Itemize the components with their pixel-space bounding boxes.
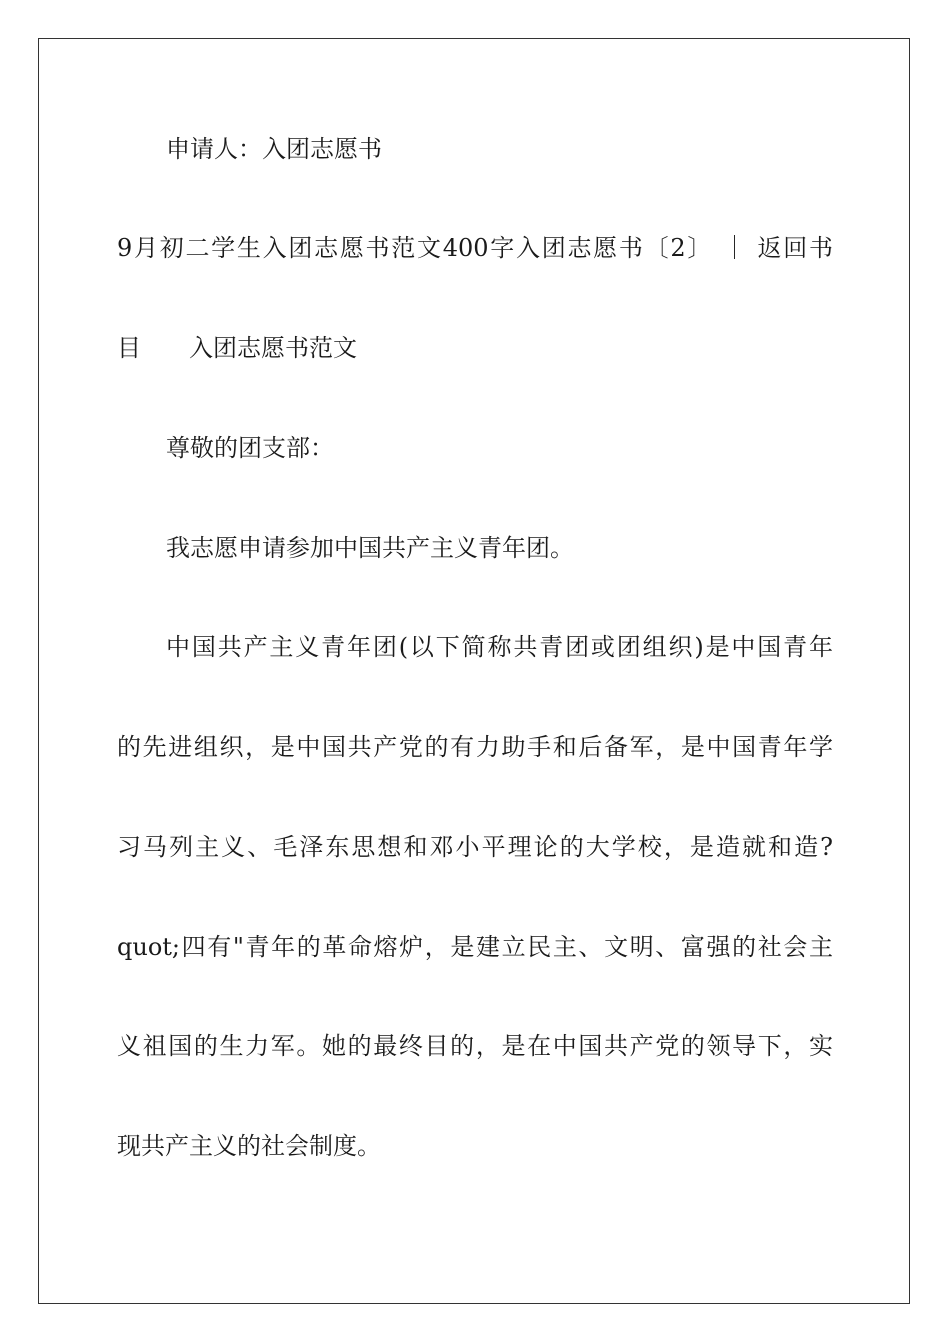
page-border xyxy=(38,38,910,1304)
salutation: 尊敬的团支部： xyxy=(166,434,334,462)
title-line-1: 9月初二学生入团志愿书范文400字入团志愿书〔2〕 ｜ 返回书 xyxy=(117,234,833,262)
applicant-line: 申请人：入团志愿书 xyxy=(166,135,382,163)
paragraph-line-4: quot;四有"青年的革命熔炉，是建立民主、文明、富强的社会主 xyxy=(117,933,833,961)
title-line-2: 目 入团志愿书范文 xyxy=(117,334,357,362)
paragraph-line-3: 习马列主义、毛泽东思想和邓小平理论的大学校，是造就和造? xyxy=(117,833,833,861)
paragraph-line-5: 义祖国的生力军。她的最终目的，是在中国共产党的领导下，实 xyxy=(117,1032,833,1060)
paragraph-intro: 我志愿申请参加中国共产主义青年团。 xyxy=(166,534,574,562)
paragraph-line-2: 的先进组织，是中国共产党的有力助手和后备军，是中国青年学 xyxy=(117,733,833,761)
paragraph-line-1: 中国共产主义青年团(以下简称共青团或团组织)是中国青年 xyxy=(166,633,833,661)
paragraph-line-6: 现共产主义的社会制度。 xyxy=(117,1132,381,1160)
